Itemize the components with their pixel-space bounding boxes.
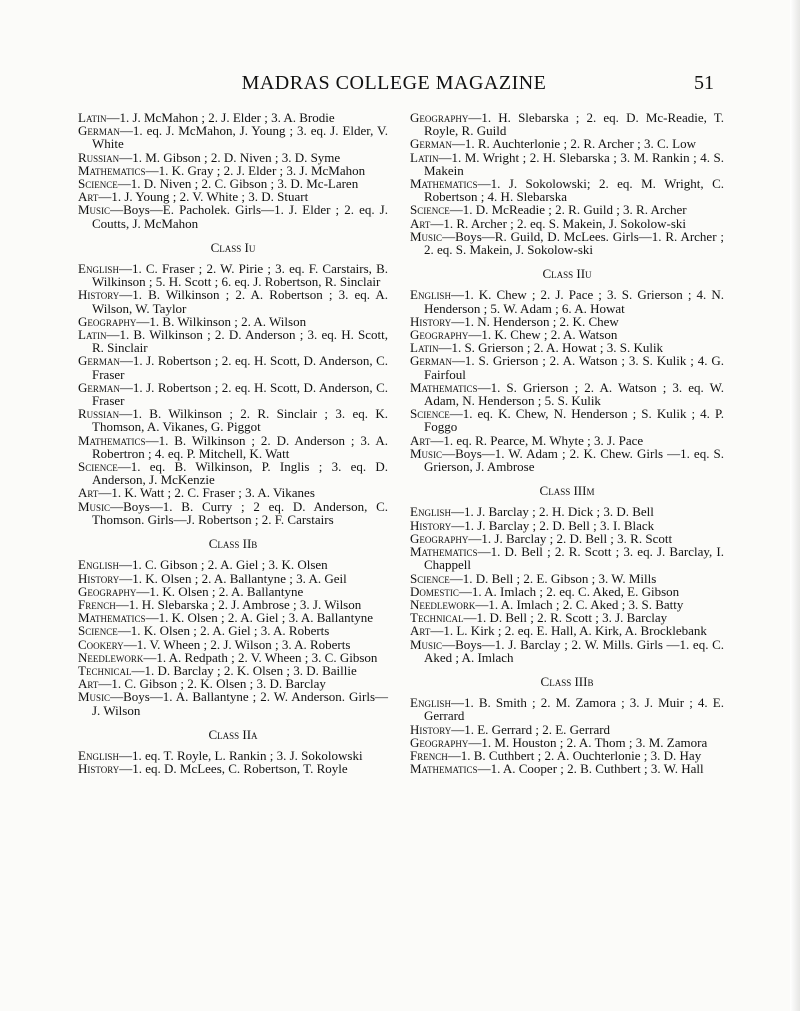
subject-label: English (410, 287, 451, 303)
subject-label: German (78, 123, 120, 139)
prize-winners: —1. S. Grierson ; 2. A. Watson ; 3. S. Kulik ; 4. G. Fairfoul (424, 353, 724, 382)
subject-label: Mathematics (78, 610, 146, 626)
subject-label: Mathematics (410, 544, 478, 560)
subject-label: Latin (78, 327, 107, 343)
prize-winners: —Boys—E. Pacholek. Girls—1. J. Elder ; 2. eq. J. Coutts, J. McMahon (92, 202, 388, 231)
prize-entry (78, 354, 388, 380)
class-heading: Class IIIm (539, 483, 595, 499)
prize-winners: —1. eq. R. Pearce, M. Whyte ; 3. J. Pace (430, 432, 644, 448)
subject-label: Russian (78, 406, 120, 422)
subject-label: Mathematics (410, 761, 478, 777)
subject-label: Science (410, 406, 450, 422)
subject-label: Mathematics (78, 432, 146, 448)
subject-label: Music (410, 445, 443, 461)
prize-winners: —Boys—1. W. Adam ; 2. K. Chew. Girls —1. eq. S. Grierson, J. Ambrose (424, 445, 724, 475)
subject-label: Geography (410, 530, 469, 546)
prize-entry (410, 696, 724, 722)
subject-label: Music (410, 228, 443, 244)
prize-entry (78, 460, 388, 486)
subject-label: English (78, 747, 119, 763)
prize-entry (78, 381, 388, 407)
prize-winners: —1. B. Cuthbert ; 2. A. Ouchterlonie ; 3. D. Hay (447, 747, 702, 763)
prize-winners: —1. J. Barclay ; 2. D. Bell ; 3. R. Scott (468, 530, 673, 546)
prize-entry (78, 288, 388, 314)
prize-winners: —1. S. Grierson ; 2. A. Watson ; 3. eq. W. Adam, N. Henderson ; 5. S. Kulik (424, 379, 724, 409)
prize-winners: —1. E. Gerrard ; 2. E. Gerrard (451, 721, 611, 737)
prize-winners: —1. C. Gibson ; 2. A. Giel ; 3. K. Olsen (118, 557, 328, 573)
prize-winners: —1. N. Henderson ; 2. K. Chew (451, 313, 619, 329)
subject-label: History (410, 721, 452, 737)
prize-entry (78, 762, 388, 775)
prize-winners: —1. K. Watt ; 2. C. Fraser ; 3. A. Vikanes (98, 485, 315, 501)
prize-entry (78, 690, 388, 716)
class-heading: Class IIb (208, 536, 258, 552)
prize-winners: —Boys—1. A. Ballantyne ; 2. W. Anderson. Girls—J. Wilson (92, 689, 388, 718)
prize-winners: —1. M. Houston ; 2. A. Thom ; 3. M. Zamora (468, 734, 708, 750)
page-header (74, 72, 714, 102)
subject-label: English (78, 557, 119, 573)
subject-label: Technical (410, 610, 464, 626)
prize-winners: —1. eq. T. Royle, L. Rankin ; 3. J. Sokolowski (118, 747, 363, 763)
prize-entry (78, 203, 388, 229)
prize-winners: —1. K. Olsen ; 2. A. Giel ; 3. A. Roberts (117, 623, 330, 639)
subject-label: German (410, 136, 452, 152)
subject-label: Cookery (78, 636, 124, 652)
subject-label: Music (410, 636, 443, 652)
prize-winners: —1. K. Olsen ; 2. A. Ballantyne (136, 583, 304, 599)
prize-winners: —1. D. Bell ; 2. E. Gibson ; 3. W. Mills (449, 570, 657, 586)
subject-label: Needlework (78, 649, 144, 665)
prize-winners: —1. R. Archer ; 2. eq. S. Makein, J. Sokolow-ski (430, 215, 687, 231)
prize-winners: —1. J. Sokolowski; 2. eq. M. Wright, C. Robertson ; 4. H. Slebarska (424, 176, 724, 205)
prize-entry (410, 545, 724, 571)
subject-label: Art (410, 215, 431, 231)
subject-label: Art (410, 432, 431, 448)
subject-label: History (78, 287, 120, 303)
prize-winners: —1. J. Young ; 2. V. White ; 3. D. Stuart (98, 189, 309, 205)
prize-winners: —1. D. Niven ; 2. C. Gibson ; 3. D. Mc-Laren (117, 176, 359, 192)
prize-winners: —1. V. Wheen ; 2. J. Wilson ; 3. A. Roberts (123, 636, 351, 652)
subject-label: Mathematics (78, 162, 146, 178)
prize-winners: —1. A. Cooper ; 2. B. Cuthbert ; 3. W. Hall (477, 761, 704, 777)
right-column (410, 111, 724, 775)
subject-label: Art (78, 189, 99, 205)
subject-label: Music (78, 498, 111, 514)
prize-entry (78, 500, 388, 526)
prize-winners: —1. J. Barclay ; 2. D. Bell ; 3. I. Black (451, 517, 655, 533)
subject-label: Latin (78, 110, 107, 125)
prize-winners: —1. K. Olsen ; 2. A. Giel ; 3. A. Ballantyne (145, 610, 374, 626)
subject-label: History (78, 570, 120, 586)
prize-winners: —1. D. Bell ; 2. R. Scott ; 3. eq. J. Barclay, I. Chappell (424, 544, 724, 573)
prize-winners: —1. J. McMahon ; 2. J. Elder ; 3. A. Brodie (106, 110, 335, 125)
subject-label: Music (78, 689, 111, 705)
subject-label: Russian (78, 149, 120, 165)
prize-winners: —1. L. Kirk ; 2. eq. E. Hall, A. Kirk, A. Brocklebank (430, 623, 707, 639)
subject-label: History (78, 761, 120, 777)
subject-label: Science (78, 176, 118, 192)
class-heading: Class IIa (208, 726, 258, 742)
subject-label: Latin (410, 149, 439, 165)
prize-entry (410, 381, 724, 407)
subject-label: German (78, 379, 120, 395)
subject-label: Music (78, 202, 111, 218)
subject-label: Science (78, 623, 118, 639)
prize-entry (78, 434, 388, 460)
prize-winners: —1. B. Wilkinson ; 2. D. Anderson ; 3. eq. H. Scott, R. Sinclair (92, 327, 388, 356)
prize-winners: —1. A. Redpath ; 2. V. Wheen ; 3. C. Gibson (143, 649, 378, 665)
subject-label: Mathematics (410, 379, 478, 395)
prize-winners: —1. C. Fraser ; 2. W. Pirie ; 3. eq. F. Carstairs, B. Wilkinson ; 5. H. Scott ; 6. eq. J. Robertson, R. Sinclair (92, 261, 388, 290)
prize-winners: —1. K. Gray ; 2. J. Elder ; 3. J. McMahon (145, 162, 366, 178)
subject-label: History (410, 313, 452, 329)
subject-label: Technical (78, 662, 132, 678)
subject-label: English (410, 695, 451, 711)
prize-winners: —1. eq. B. Wilkinson, P. Inglis ; 3. eq. D. Anderson, J. McKenzie (92, 459, 388, 488)
prize-winners: —Boys—1. B. Curry ; 2 eq. D. Anderson, C. Thomson. Girls—J. Robertson ; 2. F. Carstairs (92, 498, 388, 527)
prize-winners: —1. R. Auchterlonie ; 2. R. Archer ; 3. C. Low (451, 136, 696, 152)
prize-winners: —1. K. Chew ; 2. J. Pace ; 3. S. Grierson ; 4. N. Henderson ; 5. W. Adam ; 6. A. Howat (424, 287, 724, 316)
subject-label: Geography (410, 327, 469, 343)
subject-label: Art (410, 623, 431, 639)
prize-entry (410, 447, 724, 473)
subject-label: Art (78, 676, 99, 692)
prize-entry (78, 328, 388, 354)
left-column (78, 111, 388, 775)
prize-winners: —Boys—R. Guild, D. McLees. Girls—1. R. Archer ; 2. eq. S. Makein, J. Sokolow-ski (424, 228, 724, 258)
prize-winners: —1. M. Gibson ; 2. D. Niven ; 3. D. Syme (119, 149, 341, 165)
prize-winners: —1. eq. K. Chew, N. Henderson ; S. Kulik ; 4. P. Foggo (424, 406, 724, 435)
prize-entry (78, 124, 388, 150)
subject-label: Domestic (410, 583, 459, 599)
class-heading: Class IIIb (540, 673, 594, 689)
prize-winners: —1. B. Wilkinson ; 2. D. Anderson ; 3. A. Robertron ; 4. eq. P. Mitchell, K. Watt (92, 432, 388, 461)
class-heading: Class Iu (210, 239, 256, 255)
prize-entry (410, 638, 724, 664)
subject-label: Science (410, 202, 450, 218)
prize-winners: —1. D. McReadie ; 2. R. Guild ; 3. R. Archer (449, 202, 687, 218)
subject-label: Needlework (410, 596, 476, 612)
subject-label: Geography (78, 313, 137, 329)
prize-entry (410, 288, 724, 314)
subject-label: Latin (410, 340, 439, 356)
prize-entry (410, 111, 724, 137)
subject-label: Mathematics (410, 176, 478, 192)
prize-winners: —1. M. Wright ; 2. H. Slebarska ; 3. M. Rankin ; 4. S. Makein (424, 149, 724, 178)
page-title: MADRAS COLLEGE MAGAZINE (241, 72, 547, 94)
prize-winners: —1. A. Imlach ; 2. eq. C. Aked, E. Gibson (458, 583, 680, 599)
page-edge-shadow (790, 0, 800, 1011)
prize-winners: —1. K. Chew ; 2. A. Watson (468, 327, 618, 343)
prize-winners: —1. S. Grierson ; 2. A. Howat ; 3. S. Kulik (438, 340, 664, 356)
prize-winners: —1. eq. D. McLees, C. Robertson, T. Royle (119, 761, 348, 777)
subject-label: English (78, 261, 119, 277)
prize-winners: —1. B. Wilkinson ; 2. A. Robertson ; 3. eq. A. Wilson, W. Taylor (92, 287, 388, 316)
prize-winners: —1. D. Bell ; 2. R. Scott ; 3. J. Barclay (463, 610, 668, 626)
prize-entry (410, 230, 724, 256)
subject-label: Geography (78, 583, 137, 599)
subject-label: Science (78, 459, 118, 475)
prize-winners: —1. B. Wilkinson ; 2. R. Sinclair ; 3. eq. K. Thomson, A. Vikanes, G. Piggot (92, 406, 388, 435)
prize-entry (410, 407, 724, 433)
prize-winners: —1. A. Imlach ; 2. C. Aked ; 3. S. Batty (475, 596, 684, 612)
prize-entry (410, 151, 724, 177)
subject-label: German (410, 353, 452, 369)
subject-label: English (410, 504, 451, 520)
prize-winners: —1. H. Slebarska ; 2. eq. D. Mc-Readie, T. Royle, R. Guild (424, 110, 724, 139)
class-heading: Class IIu (542, 266, 592, 282)
prize-winners: —1. B. Wilkinson ; 2. A. Wilson (136, 313, 307, 329)
prize-winners: —1. J. Robertson ; 2. eq. H. Scott, D. Anderson, C. Fraser (92, 379, 388, 409)
subject-label: Geography (410, 734, 469, 750)
prize-entry (410, 177, 724, 203)
prize-winners: —1. eq. J. McMahon, J. Young ; 3. eq. J. Elder, V. White (92, 123, 388, 152)
prize-winners: —1. D. Barclay ; 2. K. Olsen ; 3. D. Baillie (131, 662, 357, 678)
subject-label: History (410, 517, 452, 533)
prize-entry (410, 354, 724, 380)
subject-label: Art (78, 485, 99, 501)
prize-entry (78, 262, 388, 288)
prize-entry (78, 407, 388, 433)
prize-winners: —Boys—1. J. Barclay ; 2. W. Mills. Girls —1. eq. C. Aked ; A. Imlach (424, 636, 724, 665)
subject-label: German (78, 353, 120, 369)
prize-winners: —1. J. Barclay ; 2. H. Dick ; 3. D. Bell (450, 504, 654, 520)
prize-winners: —1. J. Robertson ; 2. eq. H. Scott, D. Anderson, C. Fraser (92, 353, 388, 382)
subject-label: Geography (410, 110, 469, 125)
prize-winners: —1. K. Olsen ; 2. A. Ballantyne ; 3. A. Geil (119, 570, 347, 586)
prize-winners: —1. H. Slebarska ; 2. J. Ambrose ; 3. J. Wilson (115, 596, 362, 612)
prize-entry (410, 762, 724, 775)
subject-label: Science (410, 570, 450, 586)
subject-label: French (78, 596, 116, 612)
page-number: 51 (694, 72, 714, 94)
subject-label: French (410, 747, 448, 763)
prize-winners: —1. C. Gibson ; 2. K. Olsen ; 3. D. Barclay (98, 676, 326, 692)
prize-winners: —1. B. Smith ; 2. M. Zamora ; 3. J. Muir ; 4. E. Gerrard (424, 695, 724, 724)
